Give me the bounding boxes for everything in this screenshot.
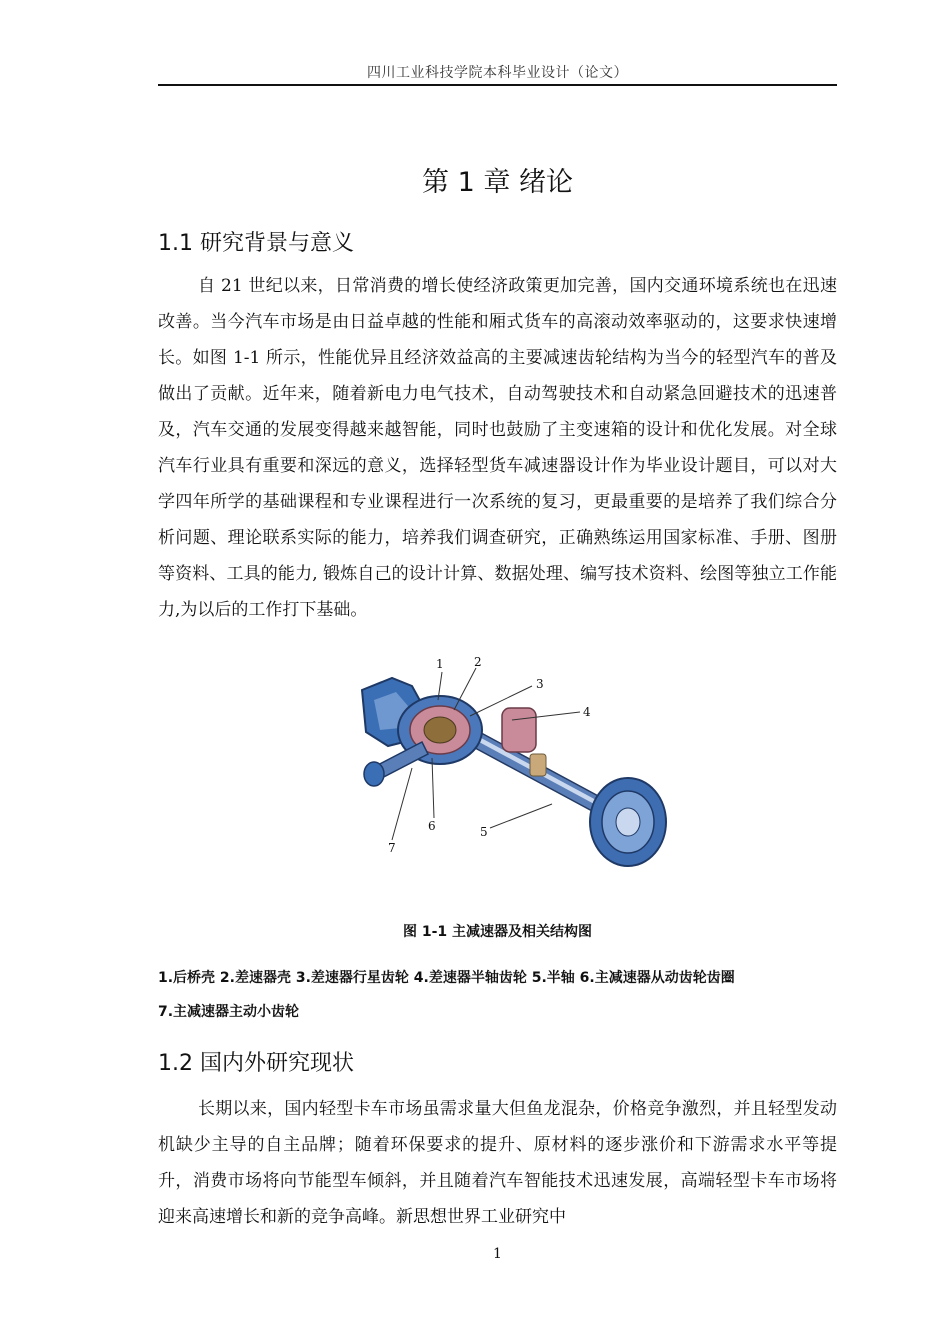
chapter-title: 第 1 章 绪论 — [422, 167, 573, 198]
figure-legend-line-1: 1.后桥壳 2.差速器壳 3.差速器行星齿轮 4.差速器半轴齿轮 5.半轴 6.主减速器从动齿轮齿圈 — [158, 970, 735, 986]
section-heading-1-1: 1.1 研究背景与意义 — [158, 231, 354, 256]
callout-7: 7 — [388, 841, 396, 855]
callout-6: 6 — [428, 819, 436, 833]
callout-3: 3 — [536, 677, 544, 691]
final-drive-figure — [352, 650, 670, 890]
figure-caption: 图 1-1 主减速器及相关结构图 — [402, 924, 593, 940]
body-paragraph-2: 长期以来，国内轻型卡车市场虽需求量大但鱼龙混杂，价格竞争激烈，并且轻型发动机缺少主导的自主品牌；随着环保要求的提升、原材料的逐步涨价和下游需求水平等提升，消费市场将向节能型车倾斜，并且随着汽车智能技术迅速发展，高端轻型卡车市场将迎来高速增长和新的竞争高峰。新思想世界工业研究中 — [158, 1099, 837, 1227]
page-number: 1 — [493, 1246, 502, 1262]
header-rule — [158, 84, 837, 86]
callout-2: 2 — [474, 655, 482, 669]
body-paragraph-1: 自 21 世纪以来，日常消费的增长使经济政策更加完善，国内交通环境系统也在迅速改善。当今汽车市场是由日益卓越的性能和厢式货车的高滚动效率驱动的，这要求快速增长。如图 1-1 所示，性能优异且经济效益高的主要减速齿轮结构为当今的轻型汽车的普及做出了贡献。近年来，随着新电力电气技术，自动驾驶技术和自动紧急回避技术的迅速普及，汽车交通的发展变得越来越智能，同时也鼓励了主变速箱的设计和优化发展。对全球汽车行业具有重要和深远的意义，选择轻型货车减速器设计作为毕业设计题目，可以对大学四年所学的基础课程和专业课程进行一次系统的复习，更最重要的是培养了我们综合分析问题、理论联系实际的能力，培养我们调查研究，正确熟练运用国家标准、手册、图册等资料、工具的能力, 锻炼自己的设计计算、数据处理、编写技术资料、绘图等独立工作能力,为以后的工作打下基础。 — [158, 276, 837, 620]
figure-legend-line-2: 7.主减速器主动小齿轮 — [158, 1004, 300, 1020]
running-header: 四川工业科技学院本科毕业设计（论文） — [367, 65, 628, 81]
callout-1: 1 — [436, 657, 444, 671]
callout-4: 4 — [583, 705, 591, 719]
final-drive-illustration — [352, 650, 670, 890]
section-heading-1-2: 1.2 国内外研究现状 — [158, 1051, 354, 1076]
callout-5: 5 — [480, 825, 488, 839]
